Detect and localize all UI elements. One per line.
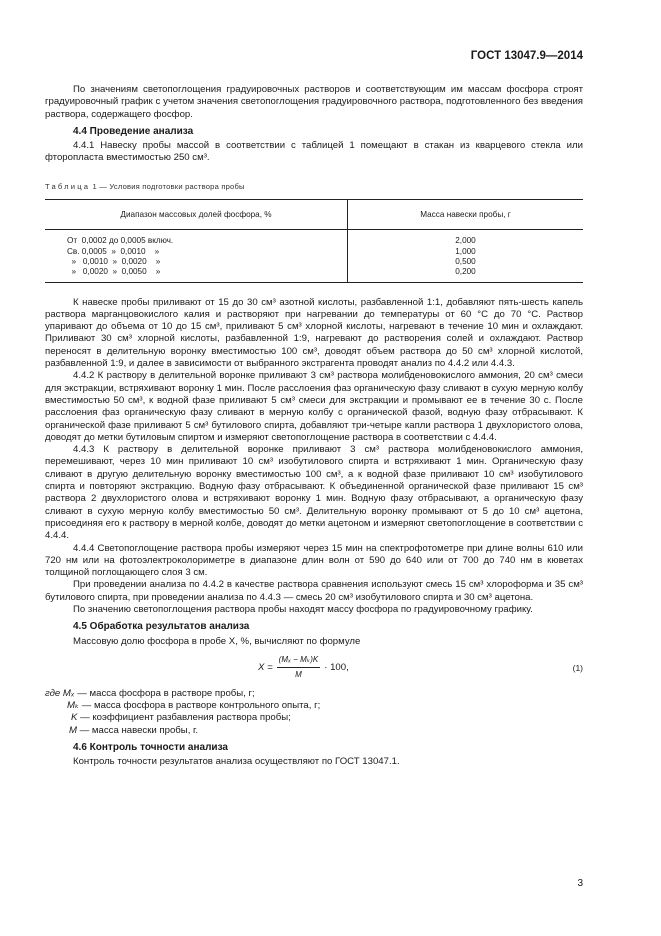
mass-row: 2,000 (455, 236, 476, 246)
document-body (45, 84, 583, 769)
definition-text: — коэффициент разбавления раствора пробы; (80, 712, 291, 724)
range-row: От 0,0002 до 0,0005 включ. (67, 236, 174, 246)
paragraph-4-4-3: 4.4.3 К раствору в делительной воронке приливают 3 см³ раствора молибденовокислого аммония, перемешивают, через 10 мин приливают 10 см³ изобутилового спирта и встряхивают 1 мин. Органическую фазу сливают в другую делительную воронку вместимостью 100 см³, а к водной фазе приливают 10 см³ изобутилового спирта и повторяют экстракцию. Водную фазу отбрасывают. К объединенной органической фазе приливают 15 см³ раствора 2 двухлористого олова и встряхивают воронку 1 мин. Водную фазу отбрасывают, а органическую фазу сливают в сухую мерную колбу вместимостью 50 см³. Делительную воронку промывают от 5 до 10 см³ ацетона, присоединяя его к раствору в мерной колбе, доводят до метки ацетоном и измеряют светопоглощение в соответствии с 4.4.4. (45, 444, 583, 542)
formula-numerator: (Mₓ − Mₖ)K (277, 654, 321, 668)
table-1 (45, 199, 583, 282)
table-caption-label: Таблица (45, 181, 91, 191)
document-header: ГОСТ 13047.9—2014 (470, 50, 583, 62)
definition-symbol: M (69, 724, 77, 736)
definition-symbol: K (71, 712, 78, 724)
definition-symbol: Mₖ (67, 700, 80, 712)
mass-row: 0,500 (455, 256, 476, 266)
definition-m (45, 725, 583, 737)
paragraph-4-6: Контроль точности результатов анализа осуществляют по ГОСТ 13047.1. (73, 756, 400, 768)
section-4-6-heading: 4.6 Контроль точности анализа (73, 742, 228, 754)
table-cell-ranges (45, 230, 348, 282)
formula (258, 654, 349, 682)
definition-mx (45, 688, 583, 700)
page-number: 3 (577, 878, 583, 889)
equation-number: (1) (572, 662, 583, 673)
formula-intro: Массовую долю фосфора в пробе X, %, вычисляют по формуле (73, 635, 361, 647)
definition-mk (45, 700, 583, 712)
mass-row: 0,200 (455, 267, 476, 277)
table-col-header-range: Диапазон массовых долей фосфора, % (45, 200, 348, 230)
table-caption-text: 1 — Условия подготовки раствора пробы (92, 181, 245, 191)
range-row: Св. 0,0005 » 0,0010 » (67, 246, 160, 256)
table-col-header-mass: Масса навески пробы, г (348, 200, 584, 230)
range-row: » 0,0020 » 0,0050 » (67, 267, 161, 277)
table-caption (45, 181, 583, 193)
definition-symbol: где Mₓ (45, 687, 75, 699)
formula-tail: · 100, (324, 661, 349, 673)
definition-text: — масса навески пробы, г. (79, 724, 199, 736)
paragraph-after-table: К навеске пробы приливают от 15 до 30 см³ азотной кислоты, разбавленной 1:1, добавляют пять-шесть капель раствора марганцовокислого калия и растворяют при нагревании до температуры от 60 °С до 70 °С. Раствор упаривают до объема от 10 до 15 см³, приливают 5 см³ хлорной кислоты, нагревают в течение 10 мин и охлаждают. Приливают 30 см³ хлорной кислоты, разбавленной 1:9, нагревают до растворения солей и охлаждают. Раствор переносят в делительную воронку вместимостью 100 см³, доводят объем раствора до 50 см³ хлорной кислотой, разбавленной 1:9, и далее в зависимости от выбранного экстрагента проводят анализ по 4.4.2 или 4.4.3. (45, 296, 583, 370)
section-4-4-heading: 4.4 Проведение анализа (73, 125, 194, 137)
formula-fraction (277, 654, 321, 682)
intro-paragraph: По значениям светопоглощения градуировочных растворов и соответствующим им массам фосфора строят градуировочный график с учетом значения светопоглощения градуировочного раствора, подготовленного без введения раствора, содержащего фосфор. (45, 84, 583, 120)
paragraph-graph: По значению светопоглощения раствора пробы находят массу фосфора по градуировочному графику. (73, 603, 533, 615)
paragraph-comparison: При проведении анализа по 4.4.2 в качестве раствора сравнения используют смесь 15 см³ хлороформа и 35 см³ бутилового спирта, при проведении анализа по 4.4.3 — смесь 20 см³ изобутилового спирта и 30 см³ ацетона. (45, 579, 583, 603)
paragraph-4-4-1: 4.4.1 Навеску пробы массой в соответствии с таблицей 1 помещают в стакан из кварцевого стекла или фторопласта вместимостью 250 см³. (45, 140, 583, 164)
variable-definitions (45, 688, 583, 737)
definition-text: — масса фосфора в растворе пробы, г; (77, 687, 255, 699)
formula-block (45, 652, 583, 686)
definition-text: — масса фосфора в растворе контрольного опыта, г; (81, 700, 321, 712)
definition-k (45, 712, 583, 724)
section-4-5-heading: 4.5 Обработка результатов анализа (73, 621, 250, 633)
paragraph-4-4-2: 4.4.2 К раствору в делительной воронке приливают 3 см³ раствора молибденовокислого аммония, 20 см³ смеси для экстракции, встряхивают воронку 1 мин. После расслоения фаз органическую фазу сливают в сухую мерную колбу вместимостью 50 см³, к водной фазе приливают 5 см³ смеси для экстракции и промывают ее в течение 30 с. После расслоения фаз органическую фазу сливают в мерную колбу с органической фазой, водную фазу отбрасывают. К органической фазе приливают 5 см³ бутилового спирта, добавляют три-четыре капли раствора 1 двухлористого олова, доводят до метки бутиловым спиртом и измеряют светопоглощение раствора в соответствии с 4.4.4. (45, 370, 583, 443)
table-cell-masses (348, 230, 584, 282)
formula-lhs: X = (258, 661, 273, 673)
formula-denominator: M (295, 670, 302, 680)
range-row: » 0,0010 » 0,0020 » (67, 256, 161, 266)
mass-row: 1,000 (455, 246, 476, 256)
paragraph-4-4-4: 4.4.4 Светопоглощение раствора пробы измеряют через 15 мин на спектрофотометре при длине волны 610 или 720 нм или на фотоэлектроколориметре в диапазоне длин волн от 590 до 640 или от 700 до 740 нм в кюветах толщиной поглощающего слоя 3 см. (45, 542, 583, 579)
